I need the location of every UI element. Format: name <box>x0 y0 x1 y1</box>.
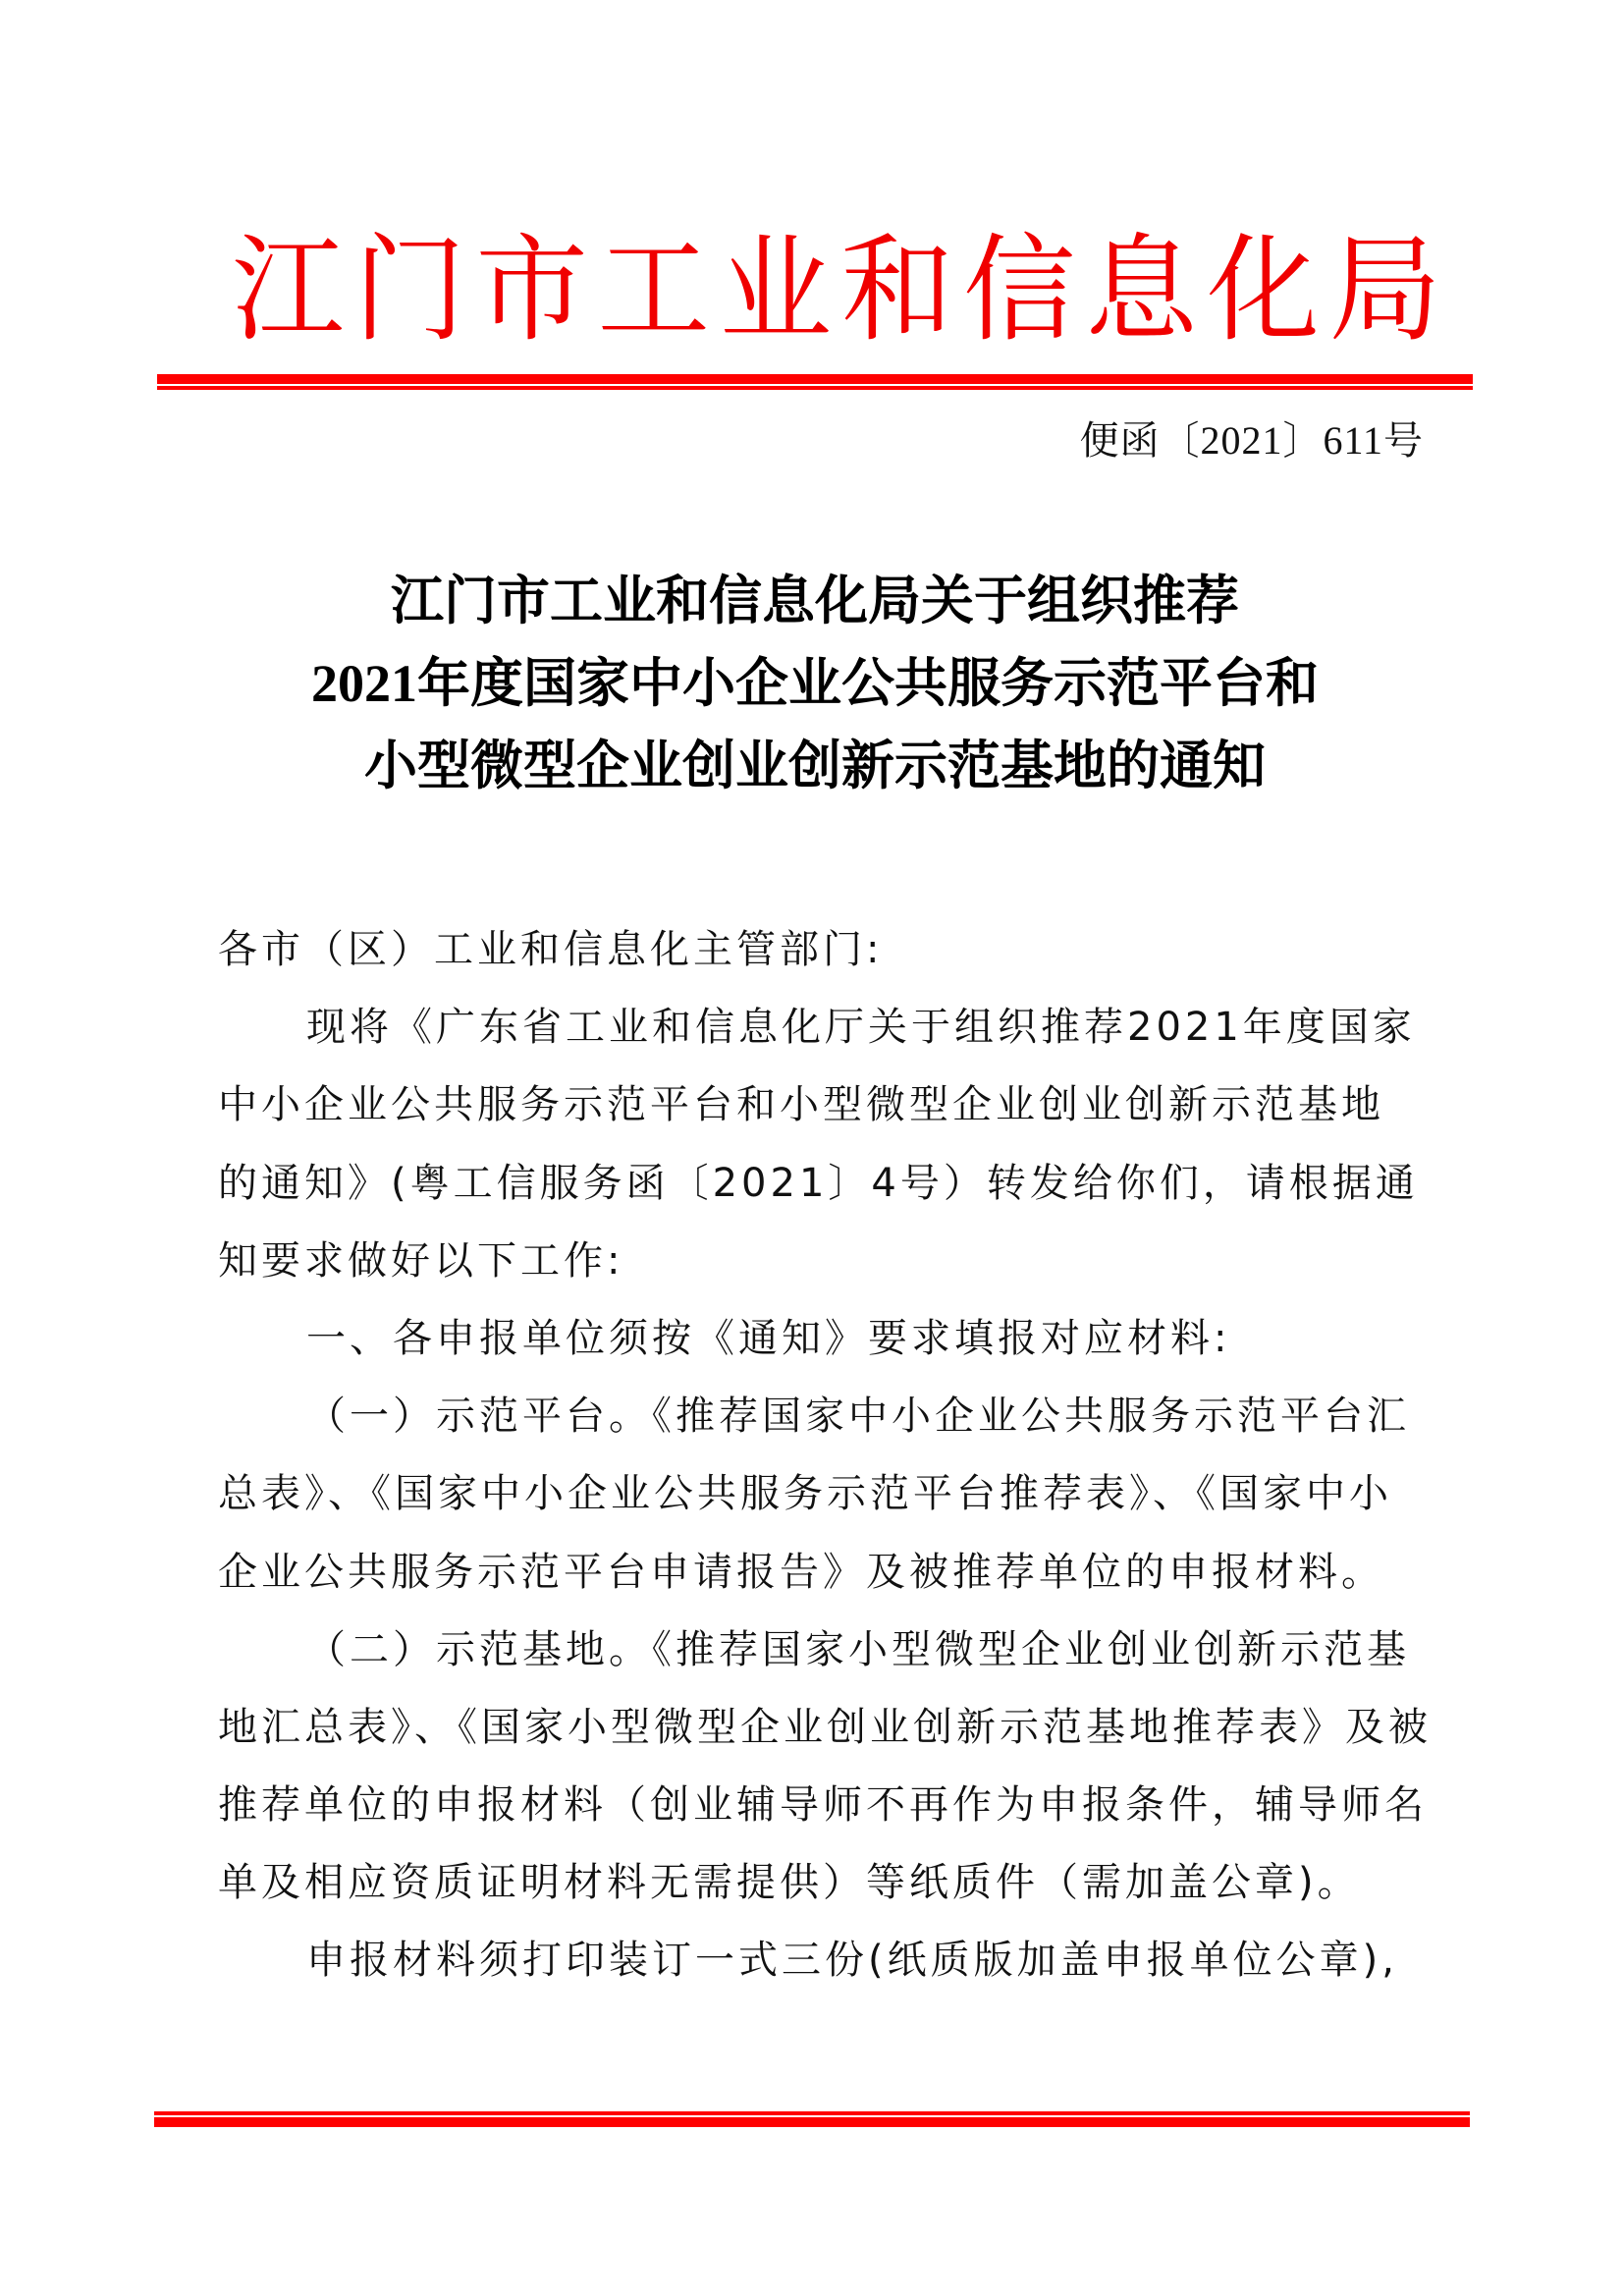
paragraph-line: 推荐单位的申报材料（创业辅导师不再作为申报条件，辅导师名 <box>218 1782 1428 1829</box>
paragraph-line: 知要求做好以下工作: <box>218 1237 624 1284</box>
org-letterhead-title: 江门市工业和信息化局 <box>232 227 1451 355</box>
paragraph-line: 中小企业公共服务示范平台和小型微型企业创业创新示范基地 <box>218 1082 1384 1128</box>
title-line-1: 江门市工业和信息化局关于组织推荐 <box>391 572 1239 630</box>
salutation: 各市（区）工业和信息化主管部门: <box>218 927 884 972</box>
paragraph-line: 总表》、《国家中小企业公共服务示范平台推荐表》、《国家中小 <box>218 1471 1392 1517</box>
title-line-2: 2021年度国家中小企业公共服务示范平台和 <box>311 654 1319 713</box>
paragraph-line: 地汇总表》、《国家小型微型企业创业创新示范基地推荐表》及被 <box>218 1704 1432 1750</box>
paragraph-line: 现将《广东省工业和信息化厅关于组织推荐2021年度国家 <box>306 1005 1416 1051</box>
subsection-base: （二）示范基地。《推荐国家小型微型企业创业创新示范基 <box>306 1626 1410 1672</box>
paragraph-line: 企业公共服务示范平台申请报告》及被推荐单位的申报材料。 <box>218 1549 1384 1595</box>
paragraph-line: 单及相应资质证明材料无需提供）等纸质件（需加盖公章)。 <box>218 1860 1361 1906</box>
letterhead-rule-thin <box>157 386 1473 390</box>
paragraph-line: 的通知》(粤工信服务函〔2021〕4号）转发给你们，请根据通 <box>218 1160 1419 1206</box>
title-line-3: 小型微型企业创业创新示范基地的通知 <box>364 737 1266 795</box>
subsection-platform: （一）示范平台。《推荐国家中小企业公共服务示范平台汇 <box>306 1394 1410 1440</box>
letterhead-rule-thick <box>157 374 1473 384</box>
document-number: 便函〔2021〕611号 <box>1079 418 1424 463</box>
document-body <box>218 911 1435 2000</box>
footer-rule-thin <box>154 2111 1470 2115</box>
paragraph-line: 申报材料须打印装订一式三份(纸质版加盖申报单位公章), <box>306 1938 1398 1984</box>
footer-rule-thick <box>154 2117 1470 2127</box>
section-heading-1: 一、各申报单位须按《通知》要求填报对应材料: <box>306 1315 1231 1361</box>
document-title <box>157 560 1473 807</box>
